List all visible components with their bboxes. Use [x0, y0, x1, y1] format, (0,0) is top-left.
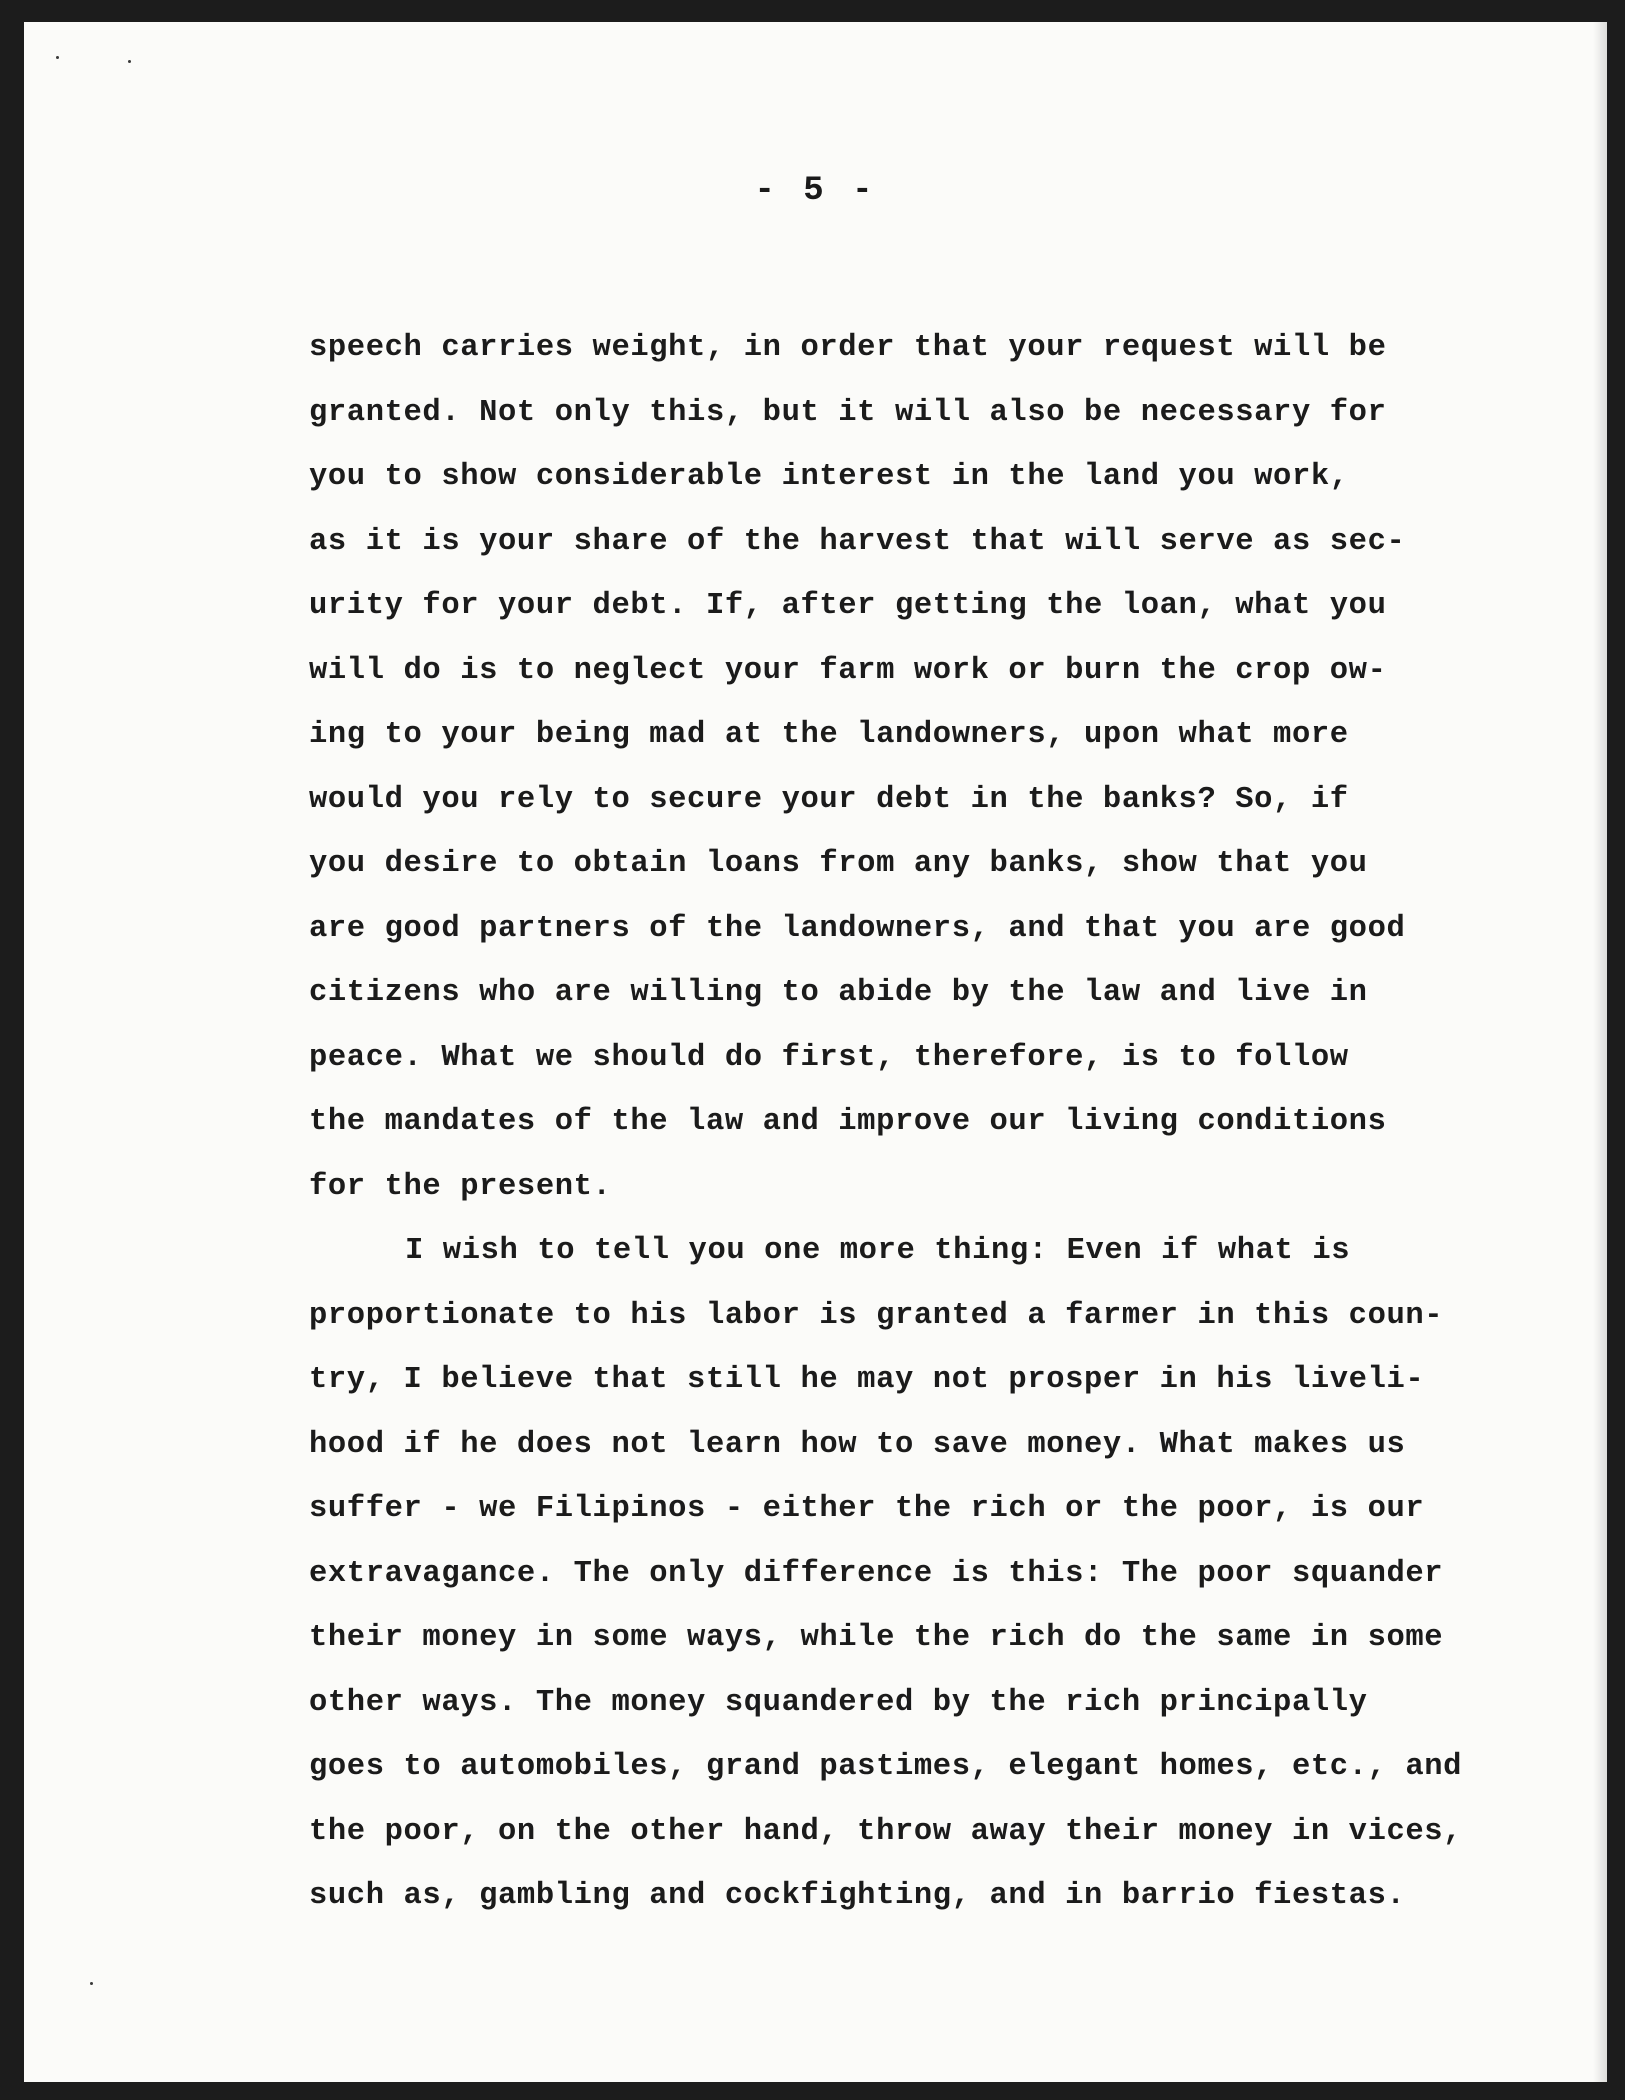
text-line: extravagance. The only difference is this: The poor squander [309, 1556, 1444, 1591]
text-line: ing to your being mad at the landowners, upon what more [309, 718, 1349, 752]
text-line: hood if he does not learn how to save money. What makes us [309, 1427, 1406, 1462]
page-number: - 5 - [754, 172, 877, 210]
page-edge-shadow [1593, 22, 1607, 2082]
text-line: the poor, on the other hand, throw away their money in vices, [309, 1814, 1463, 1849]
text-line: granted. Not only this, but it will also be necessary for [309, 395, 1387, 430]
paragraph-start-line: I wish to tell you one more thing: Even if what is [405, 1234, 1351, 1268]
text-line: for the present. [309, 1169, 612, 1204]
text-line: you to show considerable interest in the land you work, [309, 460, 1349, 494]
text-line: urity for your debt. If, after getting the loan, what you [309, 589, 1387, 623]
text-line: goes to automobiles, grand pastimes, elegant homes, etc., and [309, 1750, 1463, 1784]
text-line: other ways. The money squandered by the rich principally [309, 1685, 1368, 1720]
text-line: proportionate to his labor is granted a farmer in this coun- [309, 1298, 1444, 1333]
text-line: suffer - we Filipinos - either the rich or the poor, is our [309, 1492, 1425, 1526]
text-line: are good partners of the landowners, and that you are good [309, 911, 1406, 946]
body-text [309, 316, 1569, 1929]
text-line: try, I believe that still he may not prosper in his liveli- [309, 1363, 1425, 1397]
text-line: peace. What we should do first, therefore, is to follow [309, 1040, 1349, 1075]
text-line: will do is to neglect your farm work or burn the crop ow- [309, 653, 1387, 688]
scan-speck [90, 1982, 93, 1985]
text-line: speech carries weight, in order that your request will be [309, 331, 1387, 365]
scan-speck [128, 60, 131, 63]
text-line: would you rely to secure your debt in the banks? So, if [309, 782, 1349, 817]
text-line: such as, gambling and cockfighting, and in barrio fiestas. [309, 1879, 1406, 1913]
text-line: their money in some ways, while the rich do the same in some [309, 1621, 1444, 1655]
document-page [24, 22, 1607, 2082]
text-line: the mandates of the law and improve our living conditions [309, 1105, 1387, 1139]
text-line: citizens who are willing to abide by the law and live in [309, 976, 1368, 1010]
text-line: you desire to obtain loans from any banks, show that you [309, 847, 1368, 881]
scan-speck [56, 56, 59, 59]
text-line: as it is your share of the harvest that will serve as sec- [309, 524, 1406, 559]
